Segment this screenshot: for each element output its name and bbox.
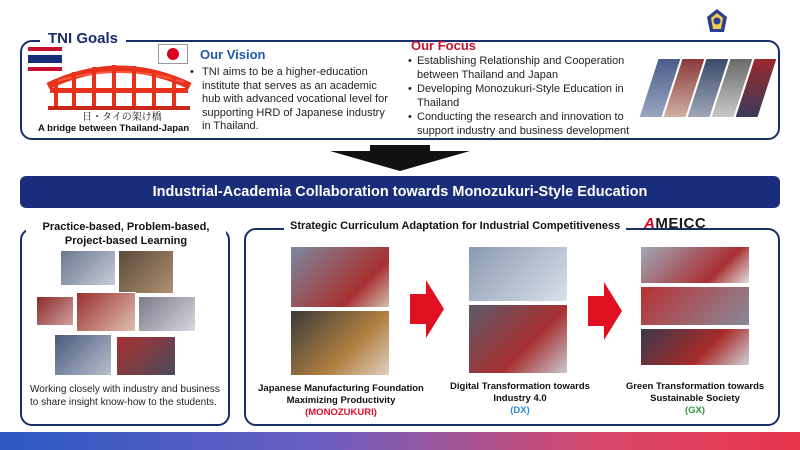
focus-list xyxy=(408,55,648,139)
focus-item: • Establishing Relationship and Cooperation between Thailand and Japan xyxy=(408,55,648,82)
stage-caption-dx: Digital Transformation towards Industry 4.0 (DX) xyxy=(440,381,600,417)
learning-panel-description: Working closely with industry and business to share insight know-how to the students. xyxy=(30,384,220,408)
learning-panel-title: Practice-based, Problem-based, Project-based Learning xyxy=(26,220,226,248)
bridge-caption: A bridge between Thailand-Japan xyxy=(38,123,190,134)
vision-text: • TNI aims to be a higher-education institute that serves as an academic hub with advanced vocational level for supporting HRD of Japanese industry in Thailand. xyxy=(190,66,388,132)
gx-photos xyxy=(640,246,750,366)
right-arrow-icon xyxy=(410,280,444,338)
bridge-caption-japanese: 日・タイの架け橋 xyxy=(82,112,162,123)
focus-photo-collage xyxy=(634,58,780,120)
curriculum-panel-title: Strategic Curriculum Adaptation for Industrial Competitiveness xyxy=(284,220,626,232)
stage-tag-dx: (DX) xyxy=(510,405,530,416)
institute-emblem-icon xyxy=(706,8,728,34)
stage-tag-monozukuri: (MONOZUKURI) xyxy=(305,407,377,418)
focus-item: • Conducting the research and innovation to support industry and business development xyxy=(408,111,648,138)
collaboration-banner: Industrial-Academia Collaboration towards Monozukuri-Style Education xyxy=(20,176,780,208)
dx-photos xyxy=(468,246,568,374)
focus-title: Our Focus xyxy=(411,38,477,53)
stage-tag-gx: (GX) xyxy=(684,405,706,416)
japan-flag-icon xyxy=(158,44,188,64)
focus-item: • Developing Monozukuri-Style Education in Thailand xyxy=(408,83,648,110)
footer-band xyxy=(0,432,800,450)
vision-title: Our Vision xyxy=(200,47,266,62)
stage-caption-gx: Green Transformation towards Sustainable Society (GX) xyxy=(612,381,778,417)
ameicc-logo: AMEICC xyxy=(644,215,707,232)
right-arrow-icon xyxy=(588,282,622,340)
goals-title: TNI Goals xyxy=(40,30,126,47)
down-arrow-icon xyxy=(330,145,470,171)
stage-caption-monozukuri: Japanese Manufacturing Foundation Maximizing Productivity (MONOZUKURI) xyxy=(256,383,426,419)
monozukuri-photos xyxy=(290,246,390,376)
learning-photo-collage xyxy=(36,250,198,378)
